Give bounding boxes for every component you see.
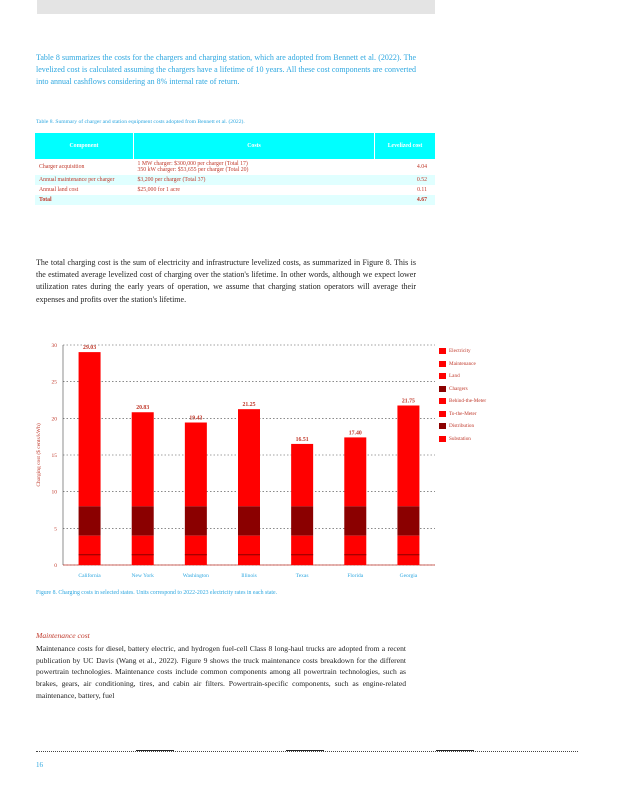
bar-segment-middle: [79, 506, 101, 535]
legend-swatch: [439, 373, 446, 379]
bar-value-label: 21.75: [401, 398, 415, 405]
table-row: [35, 185, 435, 195]
legend-label: Land: [449, 373, 460, 380]
cost-line: 1 MW charger: $300,000 per charger (Total 17): [137, 161, 248, 167]
legend-swatch: [439, 386, 446, 392]
bar-value-label: 21.25: [242, 402, 256, 409]
page-number: 16: [36, 761, 43, 769]
bar-segment-base: [185, 536, 207, 565]
bar-segment-upper: [397, 406, 419, 507]
maintenance-paragraph: Maintenance costs for diesel, battery electric, and hydrogen fuel-cell Class 8 long-haul trucks are adopted from a recent publication by UC Davis (Wang et al., 2022). Figure 9 shows the truck maintenance costs breakdown for the different powertrain technologies. Maintenance costs include common components among all powertrain technologies, such as brakes, gears, air conditioning, tires, and cabin air filters. Powertrain-specific components, such as engine-related maintenance, battery, fuel: [36, 644, 406, 700]
legend-label: Chargers: [449, 385, 468, 392]
header-component: Component: [35, 133, 134, 159]
cell-costs: $25,000 for 1 acre: [134, 185, 375, 195]
y-tick-label: 25: [51, 379, 57, 386]
header-costs: Costs: [134, 133, 375, 159]
legend-item: [439, 345, 486, 358]
legend-item: [439, 420, 486, 433]
legend-label: Electricity: [449, 348, 471, 355]
legend-item: [439, 408, 486, 421]
cell-component: Annual maintenance per charger: [35, 175, 134, 185]
body-paragraph: The total charging cost is the sum of electricity and infrastructure levelized costs, as summarized in Figure 8. This is the estimated average levelized cost of charging over the station's lifetime. In other words, although we expect lower utilization rates during the early years of operation, we assume that charging station operators will average their expenses and profits over the station's lifetime.: [36, 258, 416, 304]
x-category-label: Texas: [295, 573, 309, 579]
cell-levelized: 4.04: [375, 159, 436, 175]
cell-costs: [134, 159, 375, 175]
footer-segment: [136, 750, 174, 751]
bar-value-label: 16.51: [295, 436, 309, 443]
bar-segment-middle: [344, 506, 366, 535]
footer-rule: [36, 751, 578, 752]
intro-paragraph: Table 8 summarizes the costs for the chargers and charging station, which are adopted from Bennett et al. (2022). The levelized cost is calculated assuming the chargers have a lifetime of 10 years. All these cost components are converted into annual cashflows considering an 8% internal rate of return.: [36, 53, 416, 87]
y-axis-label: Charging cost ($ cents/kWh): [36, 423, 42, 487]
bar-segment-base: [291, 536, 313, 565]
cost-table: [35, 133, 435, 205]
legend-label: Distribution: [449, 423, 475, 430]
cost-line: 350 kW charger: $53,655 per charger (Total 20): [137, 167, 249, 173]
bar-value-label: 17.40: [348, 430, 362, 437]
legend-swatch: [439, 361, 446, 367]
bar-segment-base: [397, 536, 419, 565]
charging-cost-chart: [30, 337, 442, 585]
table-row-total: [35, 195, 435, 205]
legend-swatch: [439, 423, 446, 429]
legend-item: [439, 433, 486, 446]
bar-segment-middle: [397, 506, 419, 535]
bar-value-label: 29.03: [83, 345, 97, 352]
table-caption: Table 8. Summary of charger and station equipment costs adopted from Bennett et al. (2022).: [36, 119, 245, 125]
cell-levelized: 4.67: [375, 195, 436, 205]
legend-swatch: [439, 411, 446, 417]
figure-caption: Figure 8. Charging costs in selected states. Units correspond to 2022-2023 electricity rates in each state.: [36, 590, 278, 596]
table-row: [35, 159, 435, 175]
x-category-label: Florida: [347, 573, 364, 579]
chart-legend: [439, 345, 486, 445]
y-tick-label: 15: [51, 453, 57, 459]
bar-value-label: 20.83: [136, 405, 150, 412]
legend-swatch: [439, 398, 446, 404]
cell-component: Annual land cost: [35, 185, 134, 195]
bar-segment-upper: [344, 437, 366, 506]
legend-item: [439, 395, 486, 408]
legend-item: [439, 358, 486, 371]
cell-levelized: 0.52: [375, 175, 436, 185]
footer-segment: [436, 750, 474, 751]
legend-item: [439, 370, 486, 383]
x-category-label: Georgia: [399, 573, 418, 579]
y-tick-label: 0: [54, 563, 57, 569]
legend-label: To-the-Meter: [449, 410, 477, 417]
bar-value-label: 19.43: [189, 415, 203, 422]
table-row: [35, 175, 435, 185]
bar-segment-upper: [238, 409, 260, 506]
y-tick-label: 20: [51, 416, 57, 423]
y-tick-label: 5: [54, 526, 57, 533]
cell-costs: [134, 195, 375, 205]
bar-segment-upper: [291, 444, 313, 506]
bar-segment-upper: [132, 412, 154, 506]
legend-label: Maintenance: [449, 360, 476, 367]
header-levelized: Levelized cost: [375, 133, 436, 159]
bar-segment-base: [132, 536, 154, 565]
bar-segment-base: [79, 536, 101, 565]
cell-levelized: 0.11: [375, 185, 436, 195]
legend-swatch: [439, 348, 446, 354]
header-bar: [37, 0, 435, 14]
footer-segment: [286, 750, 324, 751]
y-tick-label: 10: [51, 489, 57, 496]
cell-costs: $3,200 per charger (Total 37): [134, 175, 375, 185]
x-category-label: Washington: [182, 573, 209, 579]
x-category-label: Illinois: [241, 573, 257, 579]
cell-component: Total: [35, 195, 134, 205]
legend-label: Behind-the-Meter: [449, 398, 487, 405]
bar-segment-middle: [291, 506, 313, 535]
section-subheading: Maintenance cost: [36, 631, 90, 640]
legend-label: Substation: [449, 435, 471, 442]
y-tick-label: 30: [51, 343, 57, 349]
cell-component: Charger acquisition: [35, 159, 134, 175]
bar-segment-base: [238, 536, 260, 565]
legend-swatch: [439, 436, 446, 442]
legend-item: [439, 383, 486, 396]
x-category-label: New York: [131, 573, 154, 579]
bar-segment-upper: [79, 352, 101, 506]
x-category-label: California: [78, 573, 101, 579]
bar-segment-base: [344, 536, 366, 565]
bar-segment-middle: [238, 506, 260, 535]
bar-segment-upper: [185, 423, 207, 507]
bar-segment-middle: [185, 506, 207, 535]
bar-segment-middle: [132, 506, 154, 535]
